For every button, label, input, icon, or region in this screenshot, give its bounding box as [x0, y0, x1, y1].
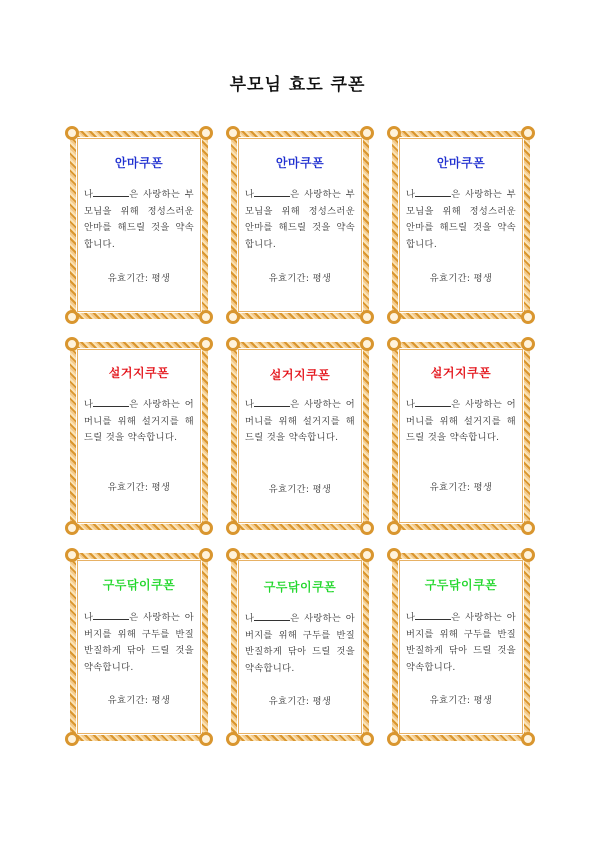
coupon-text-start: 나	[84, 399, 94, 410]
coupon-text-rest: 은 사랑하는 아버지를 위해 구두를 반질반질하게 닦아 드릴 것을 약속합니다.	[245, 613, 355, 674]
frame-corner-ornament	[65, 732, 79, 746]
coupon-text-start: 나	[245, 613, 255, 624]
coupon-text	[84, 610, 194, 676]
dishes-coupon	[392, 342, 530, 530]
frame-corner-ornament	[387, 310, 401, 324]
massage-coupon	[70, 131, 208, 319]
frame-corner-ornament	[387, 521, 401, 535]
coupon-title: 구두닦이쿠폰	[424, 578, 498, 592]
coupon-text-start: 나	[245, 399, 255, 410]
frame-corner-ornament	[360, 126, 374, 140]
frame-corner-ornament	[360, 521, 374, 535]
coupon-validity: 유효기간: 평생	[429, 482, 493, 493]
frame-corner-ornament	[226, 548, 240, 562]
frame-corner-ornament	[199, 521, 213, 535]
frame-corner-ornament	[360, 337, 374, 351]
frame-corner-ornament	[199, 337, 213, 351]
coupon-text-rest: 은 사랑하는 어머니를 위해 설거지를 해드릴 것을 약속합니다.	[406, 399, 516, 443]
frame-corner-ornament	[65, 521, 79, 535]
coupon-validity: 유효기간: 평생	[429, 695, 493, 706]
name-blank-line	[254, 187, 290, 197]
frame-corner-ornament	[521, 548, 535, 562]
dishes-coupon	[231, 342, 369, 530]
frame-corner-ornament	[387, 732, 401, 746]
coupon-text-start: 나	[406, 399, 416, 410]
coupon-text	[84, 187, 194, 253]
coupon-validity: 유효기간: 평생	[107, 273, 171, 284]
coupon-text	[245, 397, 355, 447]
frame-corner-ornament	[65, 548, 79, 562]
coupon-title: 안마쿠폰	[275, 156, 325, 170]
massage-coupon	[392, 131, 530, 319]
frame-corner-ornament	[226, 337, 240, 351]
page-title: 부모님 효도 쿠폰	[229, 75, 366, 95]
coupon-text-rest: 은 사랑하는 어머니를 위해 설거지를 해드릴 것을 약속합니다.	[84, 399, 194, 443]
frame-corner-ornament	[199, 548, 213, 562]
name-blank-line	[93, 397, 129, 407]
frame-corner-ornament	[199, 732, 213, 746]
frame-corner-ornament	[521, 337, 535, 351]
frame-corner-ornament	[360, 310, 374, 324]
massage-coupon	[231, 131, 369, 319]
shoes-coupon	[392, 553, 530, 741]
frame-corner-ornament	[521, 521, 535, 535]
name-blank-line	[415, 187, 451, 197]
coupon-text-rest: 은 사랑하는 부모님을 위해 정성스러운 안마를 해드릴 것을 약속합니다.	[84, 189, 194, 250]
coupon-title: 설거지쿠폰	[108, 366, 170, 380]
name-blank-line	[415, 397, 451, 407]
frame-corner-ornament	[65, 310, 79, 324]
coupon-text-rest: 은 사랑하는 부모님을 위해 정성스러운 안마를 해드릴 것을 약속합니다.	[406, 189, 516, 250]
name-blank-line	[254, 611, 290, 621]
frame-corner-ornament	[226, 732, 240, 746]
coupon-title: 구두닦이쿠폰	[102, 578, 176, 592]
frame-corner-ornament	[521, 732, 535, 746]
coupon-text	[245, 611, 355, 677]
coupon-text-rest: 은 사랑하는 아버지를 위해 구두를 반질반질하게 닦아 드릴 것을 약속합니다.	[84, 612, 194, 673]
coupon-title: 안마쿠폰	[114, 156, 164, 170]
coupon-text-rest: 은 사랑하는 부모님을 위해 정성스러운 안마를 해드릴 것을 약속합니다.	[245, 189, 355, 250]
frame-corner-ornament	[226, 521, 240, 535]
coupon-title: 설거지쿠폰	[430, 366, 492, 380]
frame-corner-ornament	[199, 310, 213, 324]
coupon-text-rest: 은 사랑하는 아버지를 위해 구두를 반질반질하게 닦아 드릴 것을 약속합니다.	[406, 612, 516, 673]
coupon-text	[245, 187, 355, 253]
name-blank-line	[93, 610, 129, 620]
coupon-text-start: 나	[245, 189, 255, 200]
coupon-title: 안마쿠폰	[436, 156, 486, 170]
coupon-text	[406, 610, 516, 676]
coupon-validity: 유효기간: 평생	[429, 273, 493, 284]
frame-corner-ornament	[521, 310, 535, 324]
coupon-text-rest: 은 사랑하는 어머니를 위해 설거지를 해드릴 것을 약속합니다.	[245, 399, 355, 443]
name-blank-line	[254, 397, 290, 407]
coupon-text	[406, 187, 516, 253]
shoes-coupon	[231, 553, 369, 741]
frame-corner-ornament	[387, 337, 401, 351]
frame-corner-ornament	[387, 126, 401, 140]
coupon-text-start: 나	[406, 612, 416, 623]
coupon-validity: 유효기간: 평생	[107, 482, 171, 493]
frame-corner-ornament	[65, 337, 79, 351]
shoes-coupon	[70, 553, 208, 741]
coupon-text-start: 나	[406, 189, 416, 200]
frame-corner-ornament	[199, 126, 213, 140]
frame-corner-ornament	[521, 126, 535, 140]
name-blank-line	[93, 187, 129, 197]
coupon-text	[84, 397, 194, 447]
coupon-title: 설거지쿠폰	[269, 368, 331, 382]
coupon-validity: 유효기간: 평생	[107, 695, 171, 706]
coupon-text-start: 나	[84, 189, 94, 200]
name-blank-line	[415, 610, 451, 620]
dishes-coupon	[70, 342, 208, 530]
coupon-title: 구두닦이쿠폰	[263, 580, 337, 594]
coupon-validity: 유효기간: 평생	[268, 696, 332, 707]
coupon-text-start: 나	[84, 612, 94, 623]
coupon-text	[406, 397, 516, 447]
frame-corner-ornament	[226, 310, 240, 324]
frame-corner-ornament	[360, 732, 374, 746]
coupon-validity: 유효기간: 평생	[268, 484, 332, 495]
frame-corner-ornament	[387, 548, 401, 562]
coupon-validity: 유효기간: 평생	[268, 273, 332, 284]
frame-corner-ornament	[226, 126, 240, 140]
frame-corner-ornament	[360, 548, 374, 562]
frame-corner-ornament	[65, 126, 79, 140]
